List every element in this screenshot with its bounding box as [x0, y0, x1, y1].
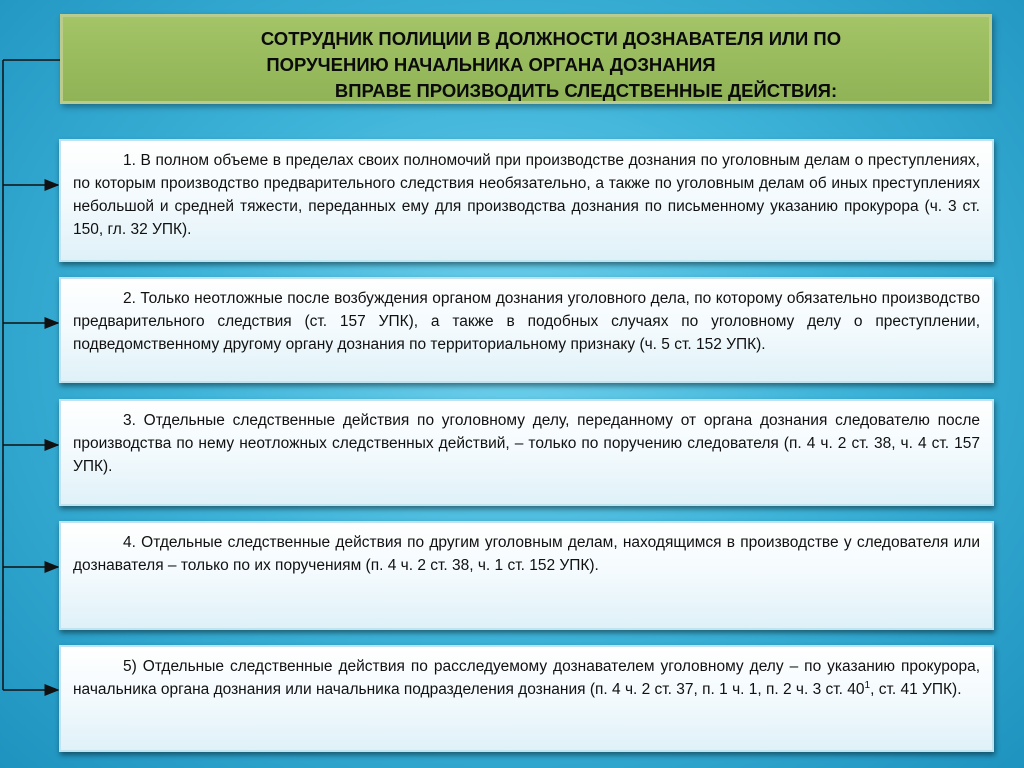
- title-line-2: ПОРУЧЕНИЮ НАЧАЛЬНИКА ОРГАНА ДОЗНАНИЯ: [266, 54, 716, 75]
- item-text-2: 2. Только неотложные после возбуждения органом дознания уголовного дела, по которому обязательно производство предварительного следствия (ст. 157 УПК), а также в подобных случаях по уголовному делу о преступлении, подведомственному другому органу дознания по территориальному признаку (ч. 5 ст. 152 УПК).: [73, 290, 980, 353]
- item-text-5-before: 5) Отдельные следственные действия по расследуемому дознавателем уголовному делу – по указанию прокурора, начальника органа дознания или начальника подразделения дознания (п. 4 ч. 2 ст. 37, п. 1 ч. 1, п. 2 ч. 3 ст. 40: [73, 658, 980, 698]
- item-text-1: 1. В полном объеме в пределах своих полномочий при производстве дознания по уголовным делам о преступлениях, по которым производство предварительного следствия необязательно, а также по уголовным делам об иных преступлениях небольшой и средней тяжести, переданных ему для производства дознания по письменному указанию прокурора (ч. 3 ст. 150, гл. 32 УПК).: [73, 152, 980, 238]
- item-box-1: [59, 139, 994, 262]
- title-line-1: СОТРУДНИК ПОЛИЦИИ В ДОЛЖНОСТИ ДОЗНАВАТЕЛЯ ИЛИ ПО: [260, 28, 842, 49]
- item-box-3: [59, 399, 994, 506]
- item-text-5-after: , ст. 41 УПК).: [870, 681, 962, 698]
- item-box-2: [59, 277, 994, 383]
- title-line-3: ВПРАВЕ ПРОИЗВОДИТЬ СЛЕДСТВЕННЫЕ ДЕЙСТВИЯ:: [334, 80, 838, 101]
- item-box-4: [59, 521, 994, 630]
- item-text-4: 4. Отдельные следственные действия по другим уголовным делам, находящимся в производстве у следователя или дознавателя – только по их поручениям (п. 4 ч. 2 ст. 38, ч. 1 ст. 152 УПК).: [73, 534, 980, 574]
- item-box-5: [59, 645, 994, 752]
- item-text-3: 3. Отдельные следственные действия по уголовному делу, переданному от органа дознания следователю после производства по нему неотложных следственных действий, – только по поручению следователя (п. 4 ч. 2 ст. 38, ч. 4 ст. 157 УПК).: [73, 412, 980, 475]
- item-text-5-superscript: 1: [864, 679, 871, 691]
- title-box: [60, 14, 992, 104]
